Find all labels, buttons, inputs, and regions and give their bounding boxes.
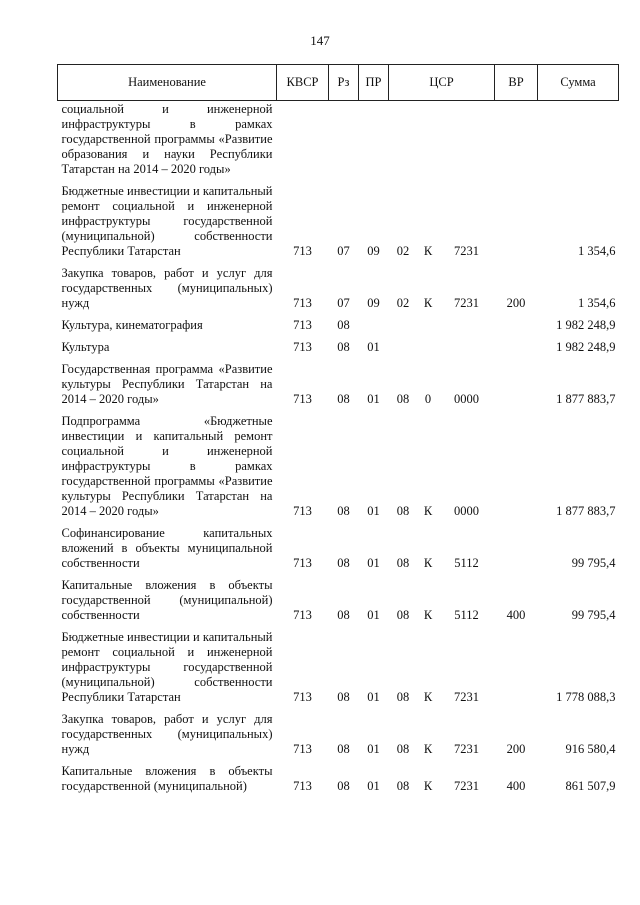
cell-rz: 07 [337,244,350,258]
cell-pr [359,101,389,178]
cell-pr: 01 [367,690,380,704]
cell-csr-direction: 7231 [454,690,479,704]
cell-sum: 1 982 248,9 [556,340,616,354]
cell-sum: 916 580,4 [565,742,616,756]
cell-kvsr: 713 [293,779,312,793]
cell-csr-program: 08 [396,392,410,406]
cell-kvsr: 713 [293,296,312,310]
cell-vr [495,101,538,178]
cell-name: Бюджетные инвестиции и капитальный ремонт социальной и инженерной инфраструктуры государственной (муниципальной) собственности Республики Татарстан [61,184,273,258]
cell-sum: 1 778 088,3 [556,690,616,704]
cell-rz: 08 [337,779,350,793]
cell-sum [538,101,619,178]
cell-sum: 1 982 248,9 [556,318,616,332]
cell-name: социальной и инженерной инфраструктуры в рамках государственной программы «Развитие образования и науки Республики Татарстан на 2014 – 2020 годы» [61,102,273,176]
cell-vr [495,177,538,259]
cell-rz [329,101,359,178]
cell-rz: 08 [337,556,350,570]
cell-csr-program: 02 [396,296,410,310]
table-row [58,571,619,623]
cell-csr-program: 08 [396,556,410,570]
cell-pr: 01 [367,392,380,406]
cell-name: Капитальные вложения в объекты государственной (муниципальной) собственности [61,578,273,622]
cell-rz: 08 [337,504,350,518]
cell-pr: 01 [367,504,380,518]
cell-csr-direction: 7231 [454,779,479,793]
cell-csr-subprogram: К [423,690,433,704]
cell-name: Государственная программа «Развитие культуры Республики Татарстан на 2014 – 2020 годы» [61,362,273,406]
cell-sum: 1 877 883,7 [556,392,616,406]
cell-vr: 400 [506,779,526,793]
cell-name: Закупка товаров, работ и услуг для государственных (муниципальных) нужд [61,266,273,310]
budget-table [57,64,619,794]
cell-csr-direction: 7231 [454,742,479,756]
cell-csr-program [389,333,418,355]
table-row [58,333,619,355]
cell-kvsr: 713 [293,504,312,518]
cell-csr-program: 08 [396,608,410,622]
cell-sum: 1 354,6 [578,296,616,310]
cell-vr: 200 [506,296,526,310]
table-body [58,101,619,795]
table-row [58,757,619,794]
table-row [58,259,619,311]
cell-pr: 01 [367,556,380,570]
cell-sum: 1 877 883,7 [556,504,616,518]
cell-csr-program [389,311,418,333]
cell-name: Бюджетные инвестиции и капитальный ремонт социальной и инженерной инфраструктуры государственной (муниципальной) собственности Республики Татарстан [61,630,273,704]
cell-kvsr: 713 [293,340,312,354]
cell-rz: 08 [337,742,350,756]
cell-sum: 99 795,4 [571,608,616,622]
cell-csr-subprogram: К [423,244,433,258]
cell-rz: 08 [337,392,350,406]
table-row [58,519,619,571]
header-csr: ЦСР [389,65,495,101]
cell-sum: 99 795,4 [571,556,616,570]
cell-name: Культура, кинематография [61,318,203,332]
cell-pr: 01 [367,779,380,793]
table-row [58,101,619,178]
cell-csr-direction: 7231 [454,296,479,310]
cell-csr-subprogram: К [423,608,433,622]
cell-rz: 08 [337,608,350,622]
cell-kvsr [277,101,329,178]
cell-vr [495,407,538,519]
cell-csr-program: 08 [396,690,410,704]
cell-rz: 08 [337,318,350,332]
cell-csr-subprogram [418,333,439,355]
cell-csr-subprogram: К [423,296,433,310]
cell-name: Закупка товаров, работ и услуг для государственных (муниципальных) нужд [61,712,273,756]
cell-vr [495,623,538,705]
cell-sum: 861 507,9 [565,779,616,793]
cell-csr-direction: 5112 [454,556,479,570]
table-row [58,311,619,333]
table-row [58,705,619,757]
cell-name: Подпрограмма «Бюджетные инвестиции и капитальный ремонт социальной и инженерной инфраструктуры в рамках государственной программы «Развитие культуры Республики Татарстан на 2014 – 2020 годы» [61,414,273,518]
header-pr: ПР [359,65,389,101]
cell-csr-subprogram: 0 [424,392,432,406]
cell-csr-direction: 0000 [454,504,479,518]
cell-csr-program: 08 [396,742,410,756]
cell-vr: 200 [506,742,526,756]
cell-vr: 400 [506,608,526,622]
cell-csr-subprogram [418,101,439,178]
header-name: Наименование [58,65,277,101]
cell-pr: 01 [367,340,380,354]
cell-kvsr: 713 [293,392,312,406]
cell-csr-program: 02 [396,244,410,258]
cell-csr-direction [439,311,495,333]
cell-pr: 01 [367,742,380,756]
cell-csr-direction: 0000 [454,392,479,406]
cell-kvsr: 713 [293,742,312,756]
cell-rz: 07 [337,296,350,310]
cell-csr-direction: 7231 [454,244,479,258]
cell-csr-program [389,101,418,178]
cell-name: Культура [61,340,110,354]
cell-csr-direction: 5112 [454,608,479,622]
cell-name: Капитальные вложения в объекты государственной (муниципальной) [61,764,273,793]
table-row [58,623,619,705]
cell-rz: 08 [337,340,350,354]
cell-csr-program: 08 [396,504,410,518]
cell-csr-direction [439,333,495,355]
cell-name: Софинансирование капитальных вложений в объекты муниципальной собственности [61,526,273,570]
cell-rz: 08 [337,690,350,704]
cell-csr-subprogram: К [423,779,433,793]
cell-csr-subprogram: К [423,556,433,570]
cell-kvsr: 713 [293,608,312,622]
cell-kvsr: 713 [293,690,312,704]
cell-csr-direction [439,101,495,178]
cell-vr [495,311,538,333]
cell-kvsr: 713 [293,556,312,570]
cell-sum: 1 354,6 [578,244,616,258]
table-row [58,177,619,259]
cell-csr-subprogram [418,311,439,333]
cell-csr-subprogram: К [423,742,433,756]
header-vr: ВР [495,65,538,101]
header-rz: Рз [329,65,359,101]
header-sum: Сумма [538,65,619,101]
header-kvsr: КВСР [277,65,329,101]
cell-vr [495,355,538,407]
page-number: 147 [310,33,330,48]
cell-csr-subprogram: К [423,504,433,518]
table-row [58,355,619,407]
cell-pr: 09 [367,244,380,258]
cell-pr [359,311,389,333]
cell-kvsr: 713 [293,244,312,258]
cell-vr [495,333,538,355]
cell-csr-program: 08 [396,779,410,793]
cell-pr: 01 [367,608,380,622]
table-header [58,65,619,101]
cell-vr [495,519,538,571]
table-row [58,407,619,519]
cell-pr: 09 [367,296,380,310]
cell-kvsr: 713 [293,318,312,332]
